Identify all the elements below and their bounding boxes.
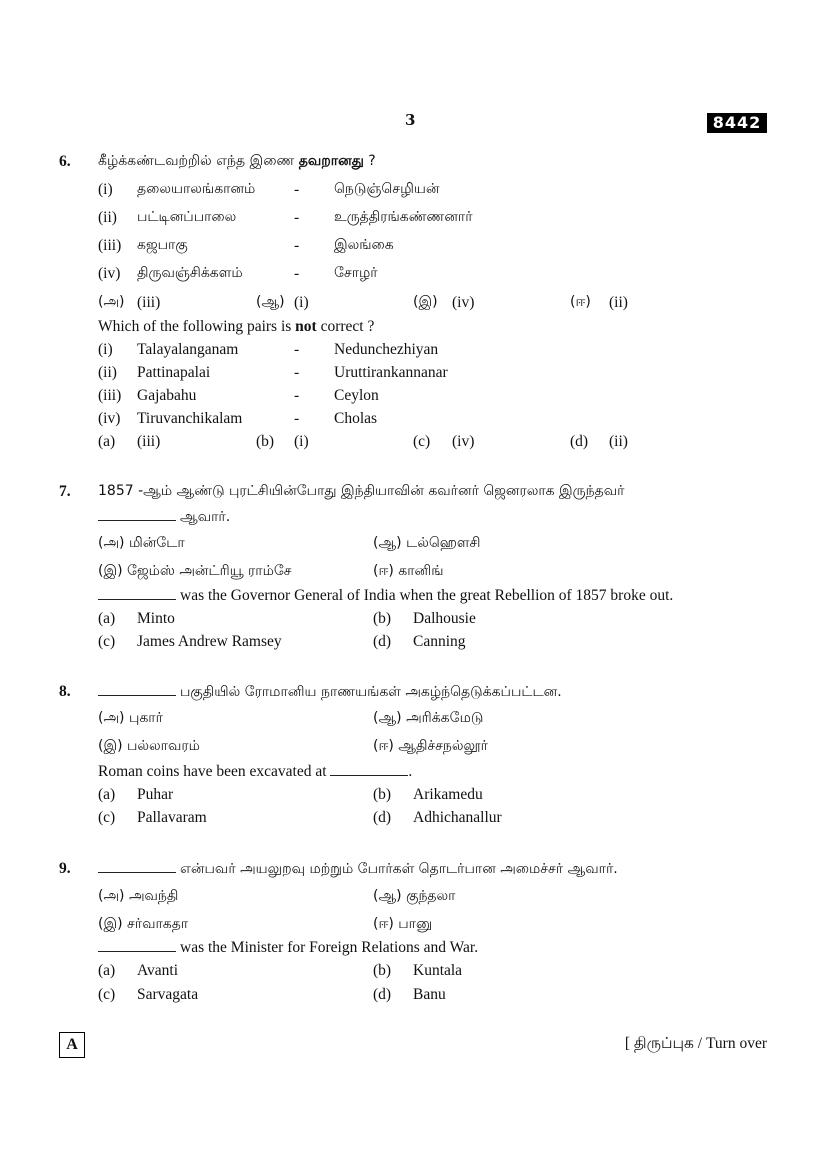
option-label: (a): [98, 786, 116, 803]
question-stem-tamil: 1857 -ஆம் ஆண்டு புரட்சியின்போது இந்தியாவின் கவர்னர் ஜெனரலாக இருந்தவர்: [98, 483, 625, 499]
pair-left: Talayalanganam: [137, 341, 239, 358]
option-value: (ii): [609, 433, 628, 450]
option: (இ) சர்வாகதா: [98, 916, 189, 932]
option: (அ) அவந்தி: [98, 888, 179, 904]
option-value: James Andrew Ramsey: [137, 633, 282, 650]
option-label: (d): [373, 986, 392, 1003]
option-label: (d): [570, 433, 589, 450]
option-label: (ஆ): [256, 294, 285, 310]
option: (அ) மின்டோ: [98, 535, 185, 551]
pair-dash: -: [294, 181, 300, 198]
answer-blank: [98, 587, 176, 600]
option: (இ) ஜேம்ஸ் அன்ட்ரியூ ராம்சே: [98, 563, 292, 579]
question-stem-tamil: கீழ்க்கண்டவற்றில் எந்த இணை தவறானது ?: [98, 153, 376, 169]
option-label: (b): [373, 962, 392, 979]
pair-dash: -: [294, 237, 300, 254]
pair-right: சோழர்: [334, 265, 378, 281]
pair-dash: -: [294, 341, 300, 358]
pair-dash: -: [294, 387, 300, 404]
answer-blank: [98, 860, 176, 873]
option: (ஈ) ஆதிச்சநல்லூர்: [373, 738, 488, 754]
option: (இ) பல்லாவரம்: [98, 738, 200, 754]
question-stem-english: was the Minister for Foreign Relations and War.: [98, 939, 478, 957]
pair-roman: (iii): [98, 237, 122, 254]
option-label: (அ): [98, 294, 125, 310]
turn-over-label: [ திருப்புக / Turn over: [624, 1035, 767, 1052]
pair-left: Pattinapalai: [137, 364, 211, 381]
option: (ஆ) டல்ஹௌசி: [373, 535, 481, 551]
option-value: (iv): [452, 294, 475, 311]
option-value: Adhichanallur: [413, 809, 502, 826]
pair-left: பட்டினப்பாலை: [137, 209, 237, 225]
pair-left: தலையாலங்கானம்: [137, 181, 256, 197]
paper-code-badge: 8442: [707, 113, 767, 133]
pair-roman: (i): [98, 341, 113, 358]
pair-dash: -: [294, 209, 300, 226]
pair-roman: (ii): [98, 364, 117, 381]
question-number: 8.: [59, 683, 71, 700]
option-value: Pallavaram: [137, 809, 207, 826]
option-label: (c): [98, 986, 116, 1003]
option-label: (c): [413, 433, 431, 450]
question-number: 7.: [59, 483, 71, 500]
option-label: (a): [98, 610, 116, 627]
option-label: (a): [98, 962, 116, 979]
option: (அ) புகார்: [98, 710, 163, 726]
pair-dash: -: [294, 364, 300, 381]
option-value: (i): [294, 433, 309, 450]
question-stem-tamil: பகுதியில் ரோமானிய நாணயங்கள் அகழ்ந்தெடுக்கப்பட்டன.: [98, 683, 562, 702]
option: (ஈ) பானு: [373, 916, 433, 932]
option: (ஈ) கானிங்: [373, 563, 444, 579]
question-stem-tamil: என்பவர் அயலுறவு மற்றும் போர்கள் தொடர்பான அமைச்சர் ஆவார்.: [98, 860, 618, 879]
option-value: Puhar: [137, 786, 174, 803]
option-value: Dalhousie: [413, 610, 476, 627]
option-value: (iv): [452, 433, 475, 450]
option-value: Arikamedu: [413, 786, 483, 803]
page-number: 3: [405, 111, 416, 129]
option-value: Sarvagata: [137, 986, 199, 1003]
question-stem-english: Which of the following pairs is not correct ?: [98, 318, 375, 335]
option-value: Kuntala: [413, 962, 463, 979]
option-value: (iii): [137, 433, 161, 450]
pair-right: Ceylon: [334, 387, 379, 404]
option-label: (a): [98, 433, 116, 450]
series-box: A: [59, 1032, 85, 1058]
option-label: (c): [98, 809, 116, 826]
option-label: (d): [373, 809, 392, 826]
pair-roman: (iv): [98, 410, 121, 427]
question-number: 9.: [59, 860, 71, 877]
pair-right: Cholas: [334, 410, 378, 427]
question-stem-tamil-cont: ஆவார்.: [98, 508, 230, 527]
option: (ஆ) குந்தலா: [373, 888, 456, 904]
pair-dash: -: [294, 265, 300, 282]
question-number: 6.: [59, 153, 71, 170]
pair-dash: -: [294, 410, 300, 427]
option-value: Banu: [413, 986, 446, 1003]
pair-right: இலங்கை: [334, 237, 394, 253]
option-value: Avanti: [137, 962, 179, 979]
pair-left: Gajabahu: [137, 387, 197, 404]
pair-roman: (iii): [98, 387, 122, 404]
pair-roman: (ii): [98, 209, 117, 226]
pair-right: உருத்திரங்கண்ணனார்: [334, 209, 473, 225]
option-label: (இ): [413, 294, 438, 310]
pair-roman: (iv): [98, 265, 121, 282]
answer-blank: [98, 508, 176, 521]
answer-blank: [98, 939, 176, 952]
option: (ஆ) அரிக்கமேடு: [373, 710, 484, 726]
pair-right: நெடுஞ்செழியன்: [334, 181, 440, 197]
option-label: (b): [373, 786, 392, 803]
pair-left: Tiruvanchikalam: [137, 410, 243, 427]
question-stem-english: Roman coins have been excavated at .: [98, 763, 413, 780]
pair-left: கஜபாகு: [137, 237, 188, 253]
pair-roman: (i): [98, 181, 113, 198]
question-stem-english: was the Governor General of India when the great Rebellion of 1857 broke out.: [98, 587, 673, 605]
pair-right: Nedunchezhiyan: [334, 341, 439, 358]
option-label: (b): [256, 433, 275, 450]
option-label: (ஈ): [570, 294, 591, 310]
option-label: (c): [98, 633, 116, 650]
answer-blank: [98, 683, 176, 696]
option-value: (ii): [609, 294, 628, 311]
pair-right: Uruttirankannanar: [334, 364, 448, 381]
pair-left: திருவஞ்சிக்களம்: [137, 265, 243, 281]
option-label: (d): [373, 633, 392, 650]
option-value: (i): [294, 294, 309, 311]
option-value: Canning: [413, 633, 466, 650]
answer-blank: [330, 763, 408, 776]
option-value: (iii): [137, 294, 161, 311]
option-label: (b): [373, 610, 392, 627]
option-value: Minto: [137, 610, 175, 627]
